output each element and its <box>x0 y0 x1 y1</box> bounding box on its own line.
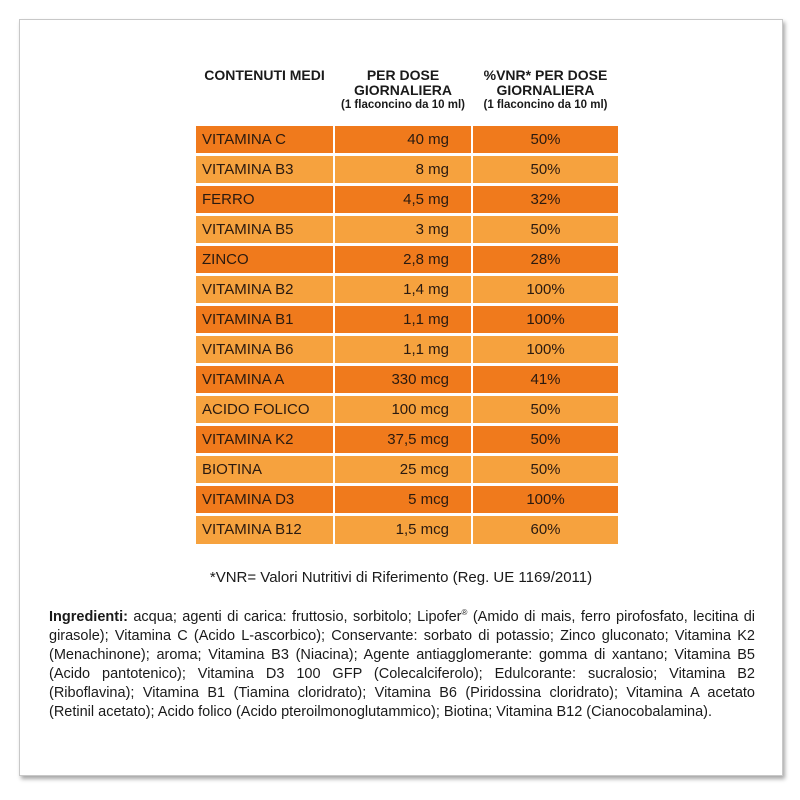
nutrient-name: VITAMINA B2 <box>196 274 334 304</box>
nutrient-name: VITAMINA A <box>196 364 334 394</box>
nutrient-name: VITAMINA B1 <box>196 304 334 334</box>
dose-value: 40 mg <box>334 124 472 154</box>
dose-value: 8 mg <box>334 154 472 184</box>
dose-value: 100 mcg <box>334 394 472 424</box>
header-contenuti <box>196 64 334 124</box>
dose-value: 1,1 mg <box>334 334 472 364</box>
dose-value: 25 mcg <box>334 454 472 484</box>
vnr-percent: 32% <box>472 184 618 214</box>
vnr-percent: 50% <box>472 154 618 184</box>
nutrient-name: VITAMINA B6 <box>196 334 334 364</box>
vnr-footnote: *VNR= Valori Nutritivi di Riferimento (Reg. UE 1169/2011) <box>209 569 593 586</box>
table-row <box>196 184 618 214</box>
table-row <box>196 394 618 424</box>
table-row <box>196 214 618 244</box>
table-body <box>196 124 618 544</box>
vnr-percent: 41% <box>472 364 618 394</box>
vnr-percent: 28% <box>472 244 618 274</box>
label-panel <box>19 19 783 776</box>
registered-mark: ® <box>461 608 468 618</box>
table-header-row <box>196 64 618 124</box>
dose-value: 4,5 mg <box>334 184 472 214</box>
nutrition-table <box>196 64 618 544</box>
dose-value: 330 mcg <box>334 364 472 394</box>
nutrient-name: VITAMINA B5 <box>196 214 334 244</box>
ingredients-part-1: acqua; agenti di carica: fruttosio, sorbitolo; Lipofer <box>127 609 462 625</box>
ingredients-label: Ingredienti: <box>49 609 128 625</box>
ingredients-text <box>49 608 755 722</box>
vnr-percent: 50% <box>472 454 618 484</box>
nutrient-name: VITAMINA D3 <box>196 484 334 514</box>
vnr-percent: 100% <box>472 484 618 514</box>
table-row <box>196 424 618 454</box>
table-row <box>196 274 618 304</box>
nutrient-name: ZINCO <box>196 244 334 274</box>
nutrient-name: VITAMINA B3 <box>196 154 334 184</box>
vnr-percent: 50% <box>472 424 618 454</box>
table-row <box>196 154 618 184</box>
table-row <box>196 514 618 544</box>
dose-value: 2,8 mg <box>334 244 472 274</box>
header-subtitle: (1 flaconcino da 10 ml) <box>341 99 465 111</box>
header-title: PER DOSE GIORNALIERA <box>354 67 452 98</box>
dose-value: 37,5 mcg <box>334 424 472 454</box>
vnr-percent: 60% <box>472 514 618 544</box>
table-row <box>196 484 618 514</box>
vnr-percent: 50% <box>472 394 618 424</box>
header-per-dose <box>334 64 472 124</box>
vnr-percent: 50% <box>472 124 618 154</box>
header-subtitle: (1 flaconcino da 10 ml) <box>483 99 608 111</box>
nutrient-name: ACIDO FOLICO <box>196 394 334 424</box>
header-title: CONTENUTI MEDI <box>204 67 325 83</box>
table-row <box>196 334 618 364</box>
nutrient-name: VITAMINA C <box>196 124 334 154</box>
table-row <box>196 364 618 394</box>
dose-value: 1,4 mg <box>334 274 472 304</box>
nutrient-name: BIOTINA <box>196 454 334 484</box>
ingredients-part-2: (Amido di mais, ferro pirofosfato, lecitina di girasole); Vitamina C (Acido L-ascorbico); Conservante: sorbato di potassio; Zinco gluconato; Vitamina K2 (Menachinone); aroma; Vitamina B3 (Niacina); Agente antiagglomerante: gomma di xantano; Vitamina B5 (Acido pantotenico); Vitamina D3 100 GFP (Colecalciferolo); Edulcorante: sucralosio; Vitamina B2 (Riboflavina); Vitamina B1 (Tiamina cloridrato); Vitamina B6 (Piridossina cloridrato); Vitamina A acetato (Retinil acetato); Acido folico (Acido pteroilmonoglutammico); Biotina; Vitamina B12 (Cianocobalamina). <box>49 609 755 720</box>
nutrient-name: VITAMINA B12 <box>196 514 334 544</box>
table-row <box>196 124 618 154</box>
dose-value: 5 mcg <box>334 484 472 514</box>
dose-value: 1,1 mg <box>334 304 472 334</box>
nutrient-name: VITAMINA K2 <box>196 424 334 454</box>
dose-value: 3 mg <box>334 214 472 244</box>
vnr-percent: 100% <box>472 334 618 364</box>
vnr-percent: 100% <box>472 304 618 334</box>
header-vnr <box>472 64 618 124</box>
vnr-percent: 50% <box>472 214 618 244</box>
nutrient-name: FERRO <box>196 184 334 214</box>
table-row <box>196 454 618 484</box>
table-row <box>196 304 618 334</box>
vnr-percent: 100% <box>472 274 618 304</box>
dose-value: 1,5 mcg <box>334 514 472 544</box>
header-title: %VNR* PER DOSE GIORNALIERA <box>483 67 608 98</box>
table-row <box>196 244 618 274</box>
